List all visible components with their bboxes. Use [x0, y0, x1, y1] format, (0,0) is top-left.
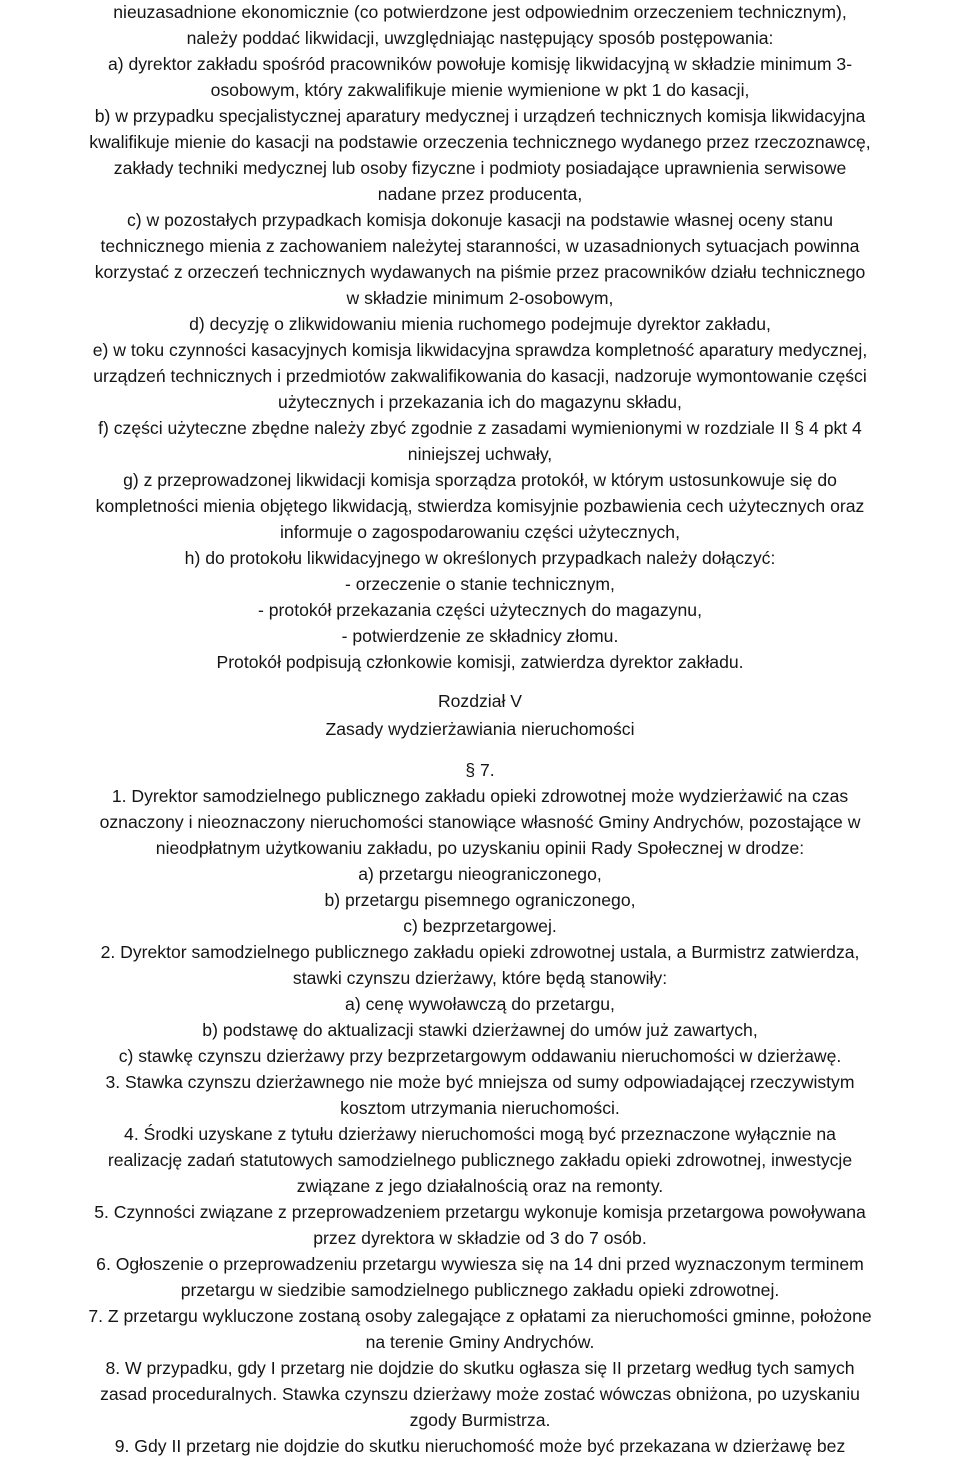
text-line: e) w toku czynności kasacyjnych komisja likwidacyjna sprawdza kompletność aparatury medycznej,	[92, 340, 868, 360]
text-line: d) decyzję o zlikwidowaniu mienia ruchomego podejmuje dyrektor zakładu,	[189, 314, 771, 334]
text-line: informuje o zagospodarowaniu części użytecznych,	[280, 522, 680, 542]
chapter-title: Zasady wydzierżawiania nieruchomości	[325, 719, 635, 739]
text-line: niniejszej uchwały,	[407, 444, 553, 464]
text-line: b) przetargu pisemnego ograniczonego,	[324, 890, 636, 910]
text-line: kosztom utrzymania nieruchomości.	[340, 1098, 620, 1118]
text-line: 1. Dyrektor samodzielnego publicznego zakładu opieki zdrowotnej może wydzierżawić na czas	[111, 786, 849, 806]
text-line: kompletności mienia objętego likwidacją, stwierdza komisyjnie pozbawienia cech użytecznych oraz	[95, 496, 865, 516]
text-line: - orzeczenie o stanie technicznym,	[345, 574, 615, 594]
text-line: technicznego mienia z zachowaniem należytej staranności, w uzasadnionych sytuacjach powinna	[100, 236, 860, 256]
text-line: użytecznych i przekazania ich do magazynu składu,	[278, 392, 682, 412]
text-line: urządzeń technicznych i przedmiotów zakwalifikowania do kasacji, nadzoruje wymontowanie części	[93, 366, 867, 386]
text-line: 5. Czynności związane z przeprowadzeniem przetargu wykonuje komisja przetargowa powoływana	[94, 1202, 866, 1222]
text-line: 2. Dyrektor samodzielnego publicznego zakładu opieki zdrowotnej ustala, a Burmistrz zatwierdza,	[100, 942, 860, 962]
text-line: f) części użyteczne zbędne należy zbyć zgodnie z zasadami wymienionymi w rozdziale II § 4 pkt 4	[98, 418, 862, 438]
text-line: przez dyrektora w składzie od 3 do 7 osób.	[313, 1228, 647, 1248]
text-line: c) w pozostałych przypadkach komisja dokonuje kasacji na podstawie własnej oceny stanu	[126, 210, 834, 230]
text-line: nieodpłatnym użytkowaniu zakładu, po uzyskaniu opinii Rady Społecznej w drodze:	[155, 838, 805, 858]
text-line: c) stawkę czynszu dzierżawy przy bezprzetargowym oddawaniu nieruchomości w dzierżawę.	[118, 1046, 842, 1066]
text-line: c) bezprzetargowej.	[403, 916, 557, 936]
text-line: na terenie Gminy Andrychów.	[365, 1332, 595, 1352]
text-line: nieuzasadnione ekonomicznie (co potwierdzone jest odpowiednim orzeczeniem technicznym),	[113, 2, 847, 22]
chapter-heading: Rozdział V	[437, 691, 523, 711]
text-line: b) podstawę do aktualizacji stawki dzierżawnej do umów już zawartych,	[202, 1020, 758, 1040]
text-line: kwalifikuje mienie do kasacji na podstawie orzeczenia technicznego wydanego przez rzeczoznawcę,	[89, 132, 871, 152]
text-line: osobowym, który zakwalifikuje mienie wymienione w pkt 1 do kasacji,	[210, 80, 750, 100]
text-line: 3. Stawka czynszu dzierżawnego nie może być mniejsza od sumy odpowiadającej rzeczywistym	[105, 1072, 855, 1092]
text-line: 4. Środki uzyskane z tytułu dzierżawy nieruchomości mogą być przeznaczone wyłącznie na	[124, 1124, 836, 1144]
text-line: zasad proceduralnych. Stawka czynszu dzierżawy może zostać wówczas obniżona, po uzyskaniu	[100, 1384, 860, 1404]
text-line: - protokół przekazania części użytecznych do magazynu,	[258, 600, 702, 620]
text-line: zakłady techniki medycznej lub osoby fizyczne i podmioty posiadające uprawnienia serwisowe	[113, 158, 847, 178]
text-line: 7. Z przetargu wykluczone zostaną osoby zalegające z opłatami za nieruchomości gminne, położone	[88, 1306, 872, 1326]
section-marker: § 7.	[465, 760, 495, 780]
text-line: stawki czynszu dzierżawy, które będą stanowiły:	[292, 968, 668, 988]
text-line: - potwierdzenie ze składnicy złomu.	[341, 626, 619, 646]
text-line: realizację zadań statutowych samodzielnego publicznego zakładu opieki zdrowotnej, inwestycje	[107, 1150, 853, 1170]
text-line: 8. W przypadku, gdy I przetarg nie dojdzie do skutku ogłasza się II przetarg według tych samych	[105, 1358, 855, 1378]
text-line: a) dyrektor zakładu spośród pracowników powołuje komisję likwidacyjną w składzie minimum 3-	[107, 54, 853, 74]
text-line: Protokół podpisują członkowie komisji, zatwierdza dyrektor zakładu.	[216, 652, 744, 672]
text-line: przetargu w siedzibie samodzielnego publicznego zakładu opieki zdrowotnej.	[180, 1280, 780, 1300]
text-line: oznaczony i nieoznaczony nieruchomości stanowiące własność Gminy Andrychów, pozostające w	[99, 812, 861, 832]
text-line: nadane przez producenta,	[377, 184, 583, 204]
text-line: korzystać z orzeczeń technicznych wydawanych na piśmie przez pracowników działu technicznego	[94, 262, 866, 282]
text-line: a) cenę wywoławczą do przetargu,	[345, 994, 615, 1014]
text-line: g) z przeprowadzonej likwidacji komisja sporządza protokół, w którym ustosunkowuje się do	[123, 470, 837, 490]
text-line: zgody Burmistrza.	[409, 1410, 551, 1430]
text-line: h) do protokołu likwidacyjnego w określonych przypadkach należy dołączyć:	[184, 548, 776, 568]
text-line: w składzie minimum 2-osobowym,	[346, 288, 614, 308]
text-line: związane z jego działalnością oraz na remonty.	[296, 1176, 664, 1196]
text-line: należy poddać likwidacji, uwzględniając następujący sposób postępowania:	[186, 28, 774, 48]
text-line: 9. Gdy II przetarg nie dojdzie do skutku nieruchomość może być przekazana w dzierżawę bez	[114, 1436, 846, 1456]
text-line: a) przetargu nieograniczonego,	[358, 864, 602, 884]
text-line: b) w przypadku specjalistycznej aparatury medycznej i urządzeń technicznych komisja likwidacyjna	[94, 106, 866, 126]
text-line: 6. Ogłoszenie o przeprowadzeniu przetargu wywiesza się na 14 dni przed wyznaczonym terminem	[96, 1254, 864, 1274]
